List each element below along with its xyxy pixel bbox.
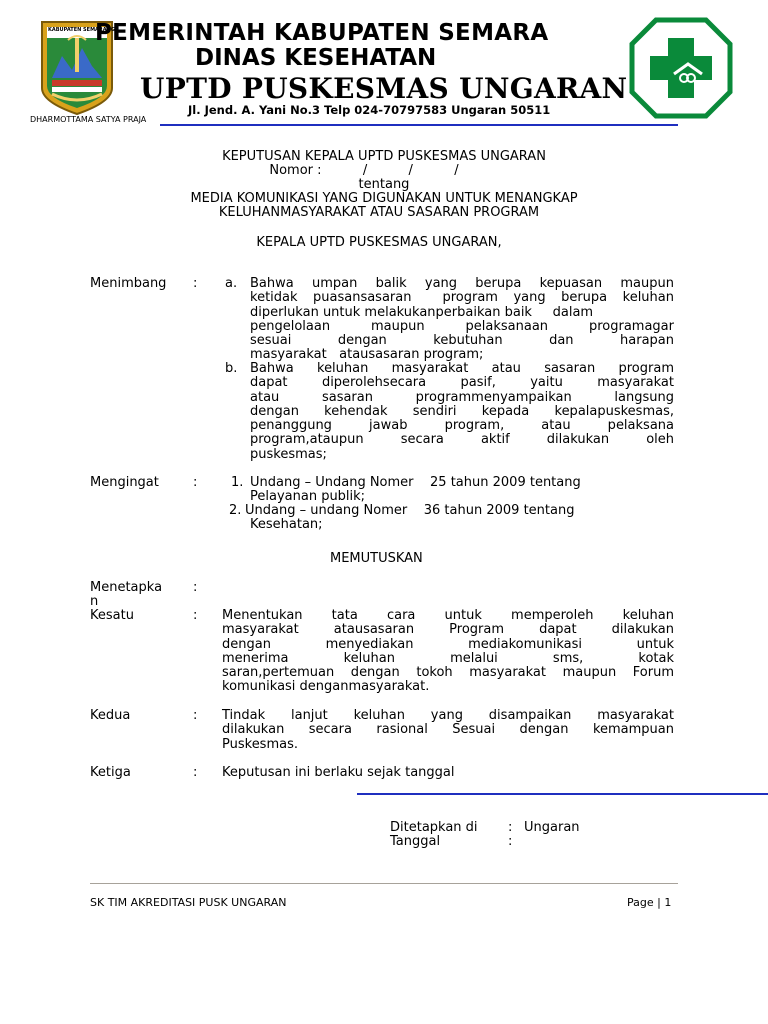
footer-page-number: Page | 1 [627,896,672,909]
mengingat-colon: : [193,475,198,490]
text-line: Menentukan tata cara untuk memperoleh keluhan [222,608,674,623]
header-rule [160,124,678,126]
text-line: dengan kehendak sendiri kepada kepalapuskesmas, [250,403,674,419]
text-line: Kesehatan; [250,517,323,533]
decree-number: Nomor : / / / [269,163,459,178]
text-line: Bahwa keluhan masyarakat atau sasaran program [250,361,674,376]
menimbang-item-b [250,362,674,462]
emblem-text: KABUPATEN SEMARANG [48,27,115,33]
text-line: atau sasaran programmenyampaikan langsung [250,389,674,405]
text-line: dilakukan secara rasional Sesuai dengan kemampuan [222,722,674,738]
text-line: program,ataupun secara aktif dilakukan oleh [250,432,674,448]
menimbang-label: Menimbang [90,276,167,291]
footer-left: SK TIM AKREDITASI PUSK UNGARAN [90,896,287,909]
signature-colon-2: : [508,834,513,849]
menetapkan-label [90,581,190,610]
text-line: sesuai dengan kebutuhan dan harapan [250,333,674,349]
ketiga-colon: : [193,765,198,780]
menimbang-item-a [250,277,674,363]
menimbang-marker-b: b. [225,361,238,376]
kedua-label: Kedua [90,708,131,723]
ketiga-label: Ketiga [90,765,131,780]
mengingat-item-1 [250,476,674,505]
puskesmas-logo [628,16,734,120]
decree-tentang: tentang [358,177,410,192]
header-line-1: PEMERINTAH KABUPATEN SEMARA [95,20,549,46]
footer-rule [90,883,678,884]
text-line: Bahwa umpan balik yang berupa kepuasan maupun [250,276,674,291]
mengingat-label: Mengingat [90,475,159,490]
text-line: pengelolaan maupun pelaksanaan programagar [250,318,674,334]
text-line: diperlukan untuk melakukanperbaikan baik dalam [250,304,594,320]
decree-title: KEPUTUSAN KEPALA UPTD PUSKESMAS UNGARAN [222,149,546,164]
text-line: Tindak lanjut keluhan yang disampaikan masyarakat [222,708,674,723]
menetapkan-colon: : [193,580,198,595]
mengingat-item-2 [245,504,674,533]
mengingat-marker-1: 1. [231,475,244,490]
signature-rule [357,793,768,795]
text-line: penanggung jawab program, atau pelaksana [250,418,674,434]
kesatu-colon: : [193,608,198,623]
text-line: ketidak puasansasaran program yang berupa keluhan [250,290,674,306]
text-line: puskesmas; [250,446,327,462]
signature-colon-1: : [508,820,513,835]
kesatu-text [222,609,674,695]
signature-key-1: Ditetapkan di [390,820,478,835]
text-line: saran,pertemuan dengan tokoh masyarakat maupun Forum [222,665,674,681]
decree-subject-1: MEDIA KOMUNIKASI YANG DIGUNAKAN UNTUK MENANGKAP [190,191,578,206]
text-line: komunikasi denganmasyarakat. [222,679,430,695]
text-line: dengan menyediakan mediakomunikasi untuk [222,636,674,652]
text-line: dapat diperolehsecara pasif, yaitu masyarakat [250,375,674,391]
text-line: Puskesmas. [222,736,298,752]
menetapkan-line-1: Menetapka [90,580,163,595]
signature-key-2: Tanggal [390,834,441,849]
text-line: Undang – Undang Nomer 25 tahun 2009 tentang [250,475,581,490]
text-line: Pelayanan publik; [250,489,366,505]
text-line: masyarakat atausasaran program; [250,347,484,363]
decree-subject-2: KELUHANMASYARAKAT ATAU SASARAN PROGRAM [218,205,540,220]
menimbang-marker-a: a. [225,276,238,291]
text-line: menerima keluhan melalui sms, kotak [222,650,674,666]
ketiga-text: Keputusan ini berlaku sejak tanggal [222,765,455,780]
decree-head: KEPALA UPTD PUSKESMAS UNGARAN, [256,235,502,250]
header-line-3: UPTD PUSKESMAS UNGARAN [140,72,628,105]
header-line-2: DINAS KESEHATAN [195,45,437,71]
kedua-colon: : [193,708,198,723]
kesatu-label: Kesatu [90,608,134,623]
menimbang-colon: : [193,276,198,291]
text-line: masyarakat atausasaran Program dapat dilakukan [222,622,674,638]
memutuskan-heading: MEMUTUSKAN [330,551,423,566]
emblem-motto: DHARMOTTAMA SATYA PRAJA [30,115,147,124]
kedua-text [222,709,674,752]
menetapkan-line-2: n [90,594,99,610]
mengingat-marker-2: 2. [229,503,242,518]
header-address: Jl. Jend. A. Yani No.3 Telp 024-70797583 Ungaran 50511 [188,103,551,117]
text-line: Undang – undang Nomer 36 tahun 2009 tentang [245,503,575,518]
signature-value-1: Ungaran [524,820,580,835]
